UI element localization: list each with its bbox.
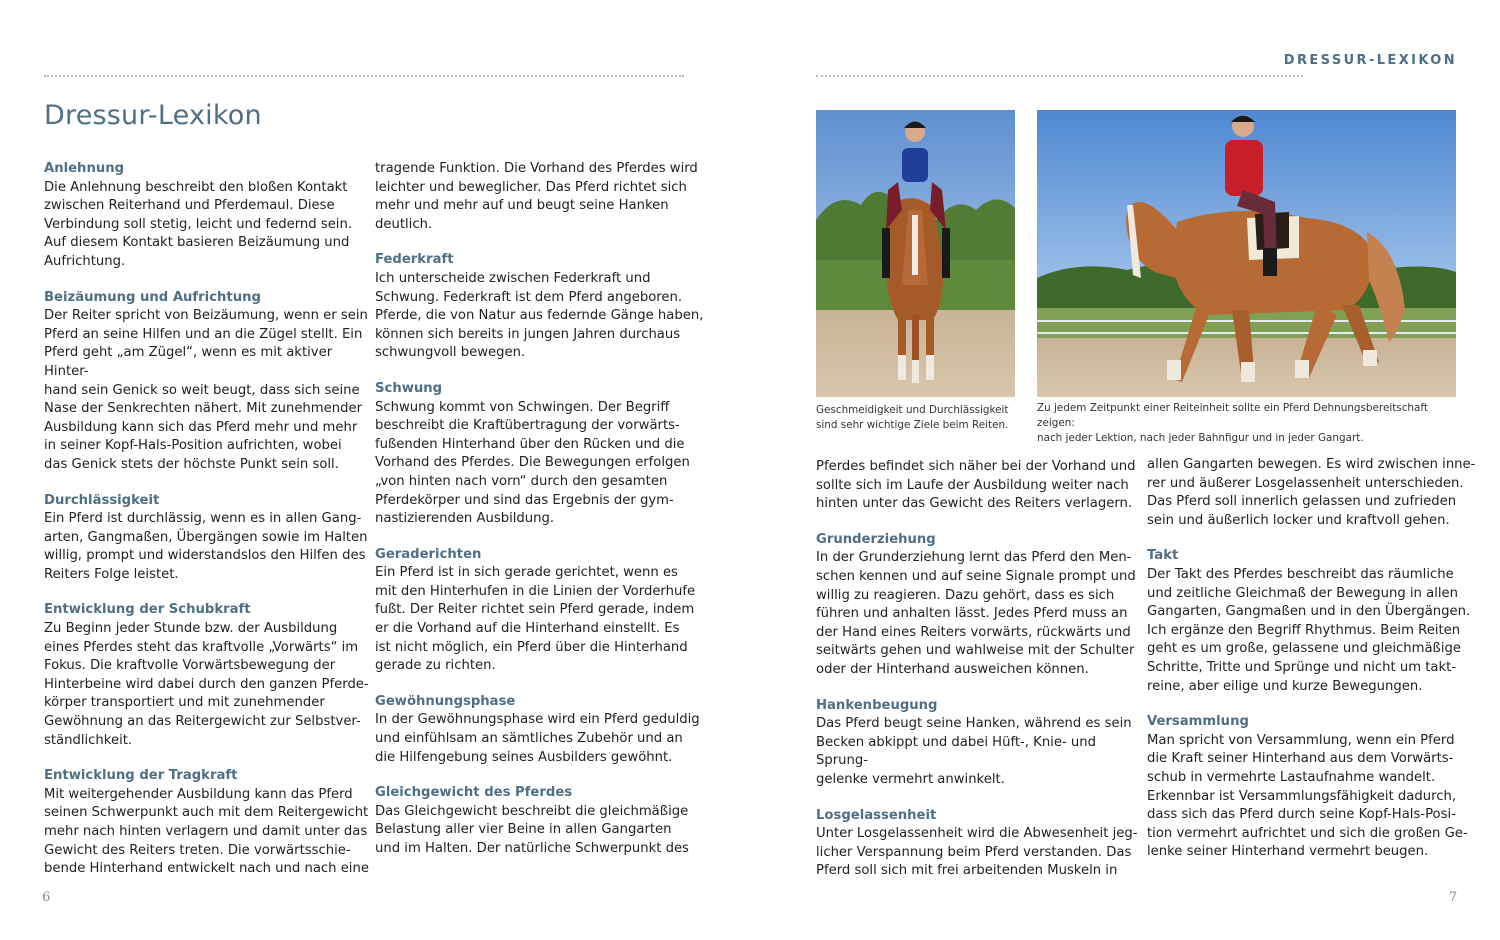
lexicon-text-line: „von hinten nach vorn“ durch den gesamten xyxy=(375,473,668,489)
lexicon-term: Versammlung xyxy=(1147,714,1249,730)
lexicon-text-line: Pferdekörper und sind das Ergebnis der gym- xyxy=(375,492,674,508)
caption-line: Zu jedem Zeitpunkt einer Reiteinheit sollte ein Pferd Dehnungsbereitschaft zeigen: xyxy=(1037,402,1428,429)
caption-line: sind sehr wichtige Ziele beim Reiten. xyxy=(816,419,1009,431)
text-column-1 xyxy=(44,160,374,896)
lexicon-text-line: Erkennbar ist Versammlungsfähigkeit dadurch, xyxy=(1147,788,1457,804)
lexicon-term: Beizäumung und Aufrichtung xyxy=(44,289,261,305)
lexicon-text-line: tion vermehrt aufrichtet und sich die großen Ge- xyxy=(1147,825,1468,841)
text-column-3 xyxy=(816,458,1146,898)
lexicon-text-line: Nase der Senkrechten nähert. Mit zunehmender xyxy=(44,401,363,417)
lexicon-text-line: können sich bereits in jungen Jahren durchaus xyxy=(375,326,681,342)
lexicon-entry xyxy=(44,601,374,750)
lexicon-text-line: und zeitliche Gleichmaß der Bewegung in allen xyxy=(1147,585,1458,601)
lexicon-text-line: In der Grunderziehung lernt das Pferd den Men- xyxy=(816,550,1132,566)
lexicon-text-line: Verbindung soll stetig, leicht und federnd sein. xyxy=(44,216,353,232)
lexicon-text-line: Gewicht des Reiters treten. Die vorwärtsschie- xyxy=(44,842,351,858)
lexicon-text-line: sein und äußerlich locker und kraftvoll gehen. xyxy=(1147,512,1450,528)
lexicon-text-line: Reiters Folge leistet. xyxy=(44,566,179,582)
lexicon-text-line: körper transportiert und mit zunehmender xyxy=(44,695,325,711)
lexicon-text-line: allen Gangarten bewegen. Es wird zwischen inne- xyxy=(1147,457,1476,472)
lexicon-text-line: ständlichkeit. xyxy=(44,732,133,748)
lexicon-text-line: Pferd geht „am Zügel“, wenn es mit aktiver Hinter- xyxy=(44,345,333,379)
lexicon-text-line: hinten unter das Gewicht des Reiters verlagern. xyxy=(816,496,1133,512)
lexicon-text-line: geht es um große, gelassene und gleichmäßige xyxy=(1147,641,1461,657)
lexicon-entry xyxy=(816,531,1146,680)
lexicon-entry xyxy=(44,289,374,475)
lexicon-entry xyxy=(1147,456,1477,530)
lexicon-text-line: mehr nach hinten verlagern und damit unter das xyxy=(44,824,368,839)
lexicon-text-line: rer und äußerer Losgelassenheit unterschieden. xyxy=(1147,475,1464,491)
lexicon-term: Durchlässigkeit xyxy=(44,492,160,508)
lexicon-entry xyxy=(44,492,374,585)
lexicon-text-line: deutlich. xyxy=(375,216,433,232)
lexicon-term: Gewöhnungsphase xyxy=(375,693,516,709)
lexicon-term: Losgelassenheit xyxy=(816,807,937,823)
lexicon-text-line: tragende Funktion. Die Vorhand des Pferdes wird xyxy=(375,161,698,176)
lexicon-text-line: Hinterbeine wird dabei durch den ganzen Pferde- xyxy=(44,676,369,692)
lexicon-text-line: Pferd an seine Hilfen und an die Zügel stellt. Ein xyxy=(44,326,363,342)
photo-rider-side xyxy=(1037,110,1456,397)
lexicon-entry xyxy=(816,458,1146,514)
lexicon-text-line: fußenden Hinterhand über den Rücken und die xyxy=(375,436,685,452)
lexicon-text-line: er die Vorhand auf die Hinterhand einstellt. Es xyxy=(375,621,680,637)
text-column-4 xyxy=(1147,456,1477,879)
lexicon-entry xyxy=(1147,547,1477,696)
lexicon-text-line: zwischen Reiterhand und Pferdemaul. Diese xyxy=(44,198,335,214)
caption-line: Geschmeidigkeit und Durchlässigkeit xyxy=(816,404,1009,416)
lexicon-text-line: licher Verspannung beim Pferd verstanden. Das xyxy=(816,844,1132,860)
lexicon-text-line: Ich unterscheide zwischen Federkraft und xyxy=(375,270,651,286)
lexicon-term: Gleichgewicht des Pferdes xyxy=(375,785,573,801)
lexicon-text-line: arten, Gangmaßen, Übergängen sowie im Halten xyxy=(44,529,368,545)
lexicon-text-line: mit den Hinterhufen in die Linien der Vorderhufe xyxy=(375,583,696,599)
lexicon-text-line: Belastung aller vier Beine in allen Gangarten xyxy=(375,822,672,838)
lexicon-text-line: lenke seiner Hinterhand vermehrt beugen. xyxy=(1147,844,1429,860)
photo-rider-front xyxy=(816,110,1015,397)
left-page-rule xyxy=(44,75,684,77)
lexicon-term: Federkraft xyxy=(375,252,454,268)
lexicon-term: Entwicklung der Tragkraft xyxy=(44,768,238,784)
lexicon-text-line: sollte sich im Laufe der Ausbildung weiter nach xyxy=(816,477,1129,493)
lexicon-text-line: Der Reiter spricht von Beizäumung, wenn er sein xyxy=(44,308,368,324)
lexicon-text-line: willig, prompt und widerstandslos den Hilfen des xyxy=(44,548,366,564)
lexicon-term: Hankenbeugung xyxy=(816,697,938,713)
lexicon-text-line: Vorhand des Pferdes. Die Bewegungen erfolgen xyxy=(375,455,690,471)
lexicon-text-line: der Hand eines Reiters vorwärts, rückwärts und xyxy=(816,624,1131,640)
lexicon-text-line: seitwärts gehen und wahlweise mit der Schulter xyxy=(816,643,1135,659)
lexicon-text-line: Pferd soll sich mit frei arbeitenden Muskeln in xyxy=(816,863,1118,879)
caption-line: nach jeder Lektion, nach jeder Bahnfigur und in jeder Gangart. xyxy=(1037,432,1364,444)
lexicon-text-line: Das Gleichgewicht beschreibt die gleichmäßige xyxy=(375,803,689,819)
lexicon-text-line: führen und anhalten lässt. Jedes Pferd muss an xyxy=(816,606,1128,622)
lexicon-term: Schwung xyxy=(375,380,443,396)
lexicon-term: Grunderziehung xyxy=(816,531,936,547)
lexicon-text-line: Ein Pferd ist durchlässig, wenn es in allen Gang- xyxy=(44,511,362,527)
lexicon-text-line: mehr und mehr auf und beugt seine Hanken xyxy=(375,198,669,214)
lexicon-entry xyxy=(1147,713,1477,862)
lexicon-text-line: Das Pferd soll innerlich gelassen und zufrieden xyxy=(1147,494,1457,510)
lexicon-entry xyxy=(375,546,705,676)
lexicon-entry xyxy=(375,251,705,363)
lexicon-text-line: ist nicht möglich, ein Pferd über die Hinterhand xyxy=(375,639,688,655)
lexicon-text-line: die Hilfengebung seines Ausbilders gewöhnt. xyxy=(375,749,673,765)
lexicon-entry xyxy=(375,784,705,858)
lexicon-text-line: Schwung. Federkraft ist dem Pferd angeboren. xyxy=(375,289,683,305)
lexicon-entry xyxy=(816,697,1146,790)
lexicon-text-line: willig zu reagieren. Dazu gehört, dass es sich xyxy=(816,587,1115,603)
lexicon-text-line: Ich ergänze den Begriff Rhythmus. Beim Reiten xyxy=(1147,622,1461,638)
lexicon-entry xyxy=(44,160,374,272)
lexicon-text-line: Schwung kommt von Schwingen. Der Begriff xyxy=(375,399,670,415)
lexicon-term: Takt xyxy=(1147,548,1179,564)
lexicon-entry xyxy=(375,380,705,529)
lexicon-text-line: Pferdes befindet sich näher bei der Vorhand und xyxy=(816,459,1136,474)
caption-photo-1 xyxy=(816,403,1016,433)
lexicon-text-line: Mit weitergehender Ausbildung kann das Pferd xyxy=(44,786,353,802)
lexicon-term: Geraderichten xyxy=(375,546,482,562)
lexicon-text-line: bende Hinterhand entwickelt nach und nach eine xyxy=(44,861,369,877)
caption-photo-2 xyxy=(1037,401,1467,446)
text-column-2 xyxy=(375,160,705,876)
lexicon-text-line: und einfühlsam an sämtliches Zubehör und an xyxy=(375,731,683,747)
lexicon-text-line: seinen Schwerpunkt auch mit dem Reitergewicht xyxy=(44,805,369,821)
lexicon-text-line: das Genick stets der höchste Punkt sein soll. xyxy=(44,456,339,472)
lexicon-text-line: Auf diesem Kontakt basieren Beizäumung und xyxy=(44,235,350,251)
lexicon-text-line: gerade zu richten. xyxy=(375,658,496,674)
lexicon-text-line: Ein Pferd ist in sich gerade gerichtet, wenn es xyxy=(375,565,678,581)
lexicon-text-line: Aufrichtung. xyxy=(44,253,126,269)
lexicon-text-line: oder der Hinterhand ausweichen können. xyxy=(816,661,1089,677)
lexicon-text-line: beschreibt die Kraftübertragung der vorwärts- xyxy=(375,418,680,434)
page-number-right: 7 xyxy=(1449,890,1458,905)
lexicon-entry xyxy=(816,807,1146,881)
page-title: Dressur-Lexikon xyxy=(44,100,262,131)
lexicon-entry xyxy=(44,767,374,879)
lexicon-text-line: Becken abkippt und dabei Hüft-, Knie- und Sprung- xyxy=(816,734,1096,769)
lexicon-text-line: Schritte, Tritte und Sprünge und nicht um takt- xyxy=(1147,659,1457,675)
lexicon-text-line: gelenke vermehrt anwinkelt. xyxy=(816,771,1005,787)
lexicon-text-line: fußt. Der Reiter richtet sein Pferd gerade, indem xyxy=(375,602,695,618)
lexicon-text-line: leichter und beweglicher. Das Pferd richtet sich xyxy=(375,179,687,195)
lexicon-text-line: Gewöhnung an das Reitergewicht zur Selbstver- xyxy=(44,714,361,730)
right-page-rule xyxy=(816,75,1303,77)
lexicon-text-line: schub in vermehrte Lastaufnahme wandelt. xyxy=(1147,769,1436,785)
lexicon-text-line: und im Halten. Der natürliche Schwerpunkt des xyxy=(375,841,689,856)
lexicon-text-line: dass sich das Pferd durch seine Kopf-Hals-Posi- xyxy=(1147,807,1456,823)
lexicon-text-line: eines Pferdes steht das kraftvolle „Vorwärts“ im xyxy=(44,639,359,655)
lexicon-text-line: Fokus. Die kraftvolle Vorwärtsbewegung der xyxy=(44,658,336,674)
running-head: DRESSUR-LEXIKON xyxy=(1283,53,1457,68)
lexicon-entry xyxy=(375,160,705,234)
lexicon-text-line: schen kennen und auf seine Signale prompt und xyxy=(816,568,1136,584)
lexicon-text-line: Man spricht von Versammlung, wenn ein Pferd xyxy=(1147,732,1455,748)
photo-rider-front-image xyxy=(816,110,1015,397)
lexicon-text-line: Gangarten, Gangmaßen und in den Übergängen. xyxy=(1147,604,1471,620)
photo-rider-side-image xyxy=(1037,110,1456,397)
lexicon-entry xyxy=(375,693,705,767)
lexicon-text-line: Unter Losgelassenheit wird die Abwesenheit jeg- xyxy=(816,826,1138,842)
lexicon-text-line: In der Gewöhnungsphase wird ein Pferd geduldig xyxy=(375,712,700,728)
lexicon-text-line: schwungvoll bewegen. xyxy=(375,345,526,361)
lexicon-text-line: Das Pferd beugt seine Hanken, während es sein xyxy=(816,716,1132,732)
lexicon-text-line: reine, aber eilige und kurze Bewegungen. xyxy=(1147,678,1423,694)
lexicon-text-line: hand sein Genick so weit beugt, dass sich seine xyxy=(44,382,360,398)
lexicon-text-line: Der Takt des Pferdes beschreibt das räumliche xyxy=(1147,566,1454,582)
lexicon-term: Anlehnung xyxy=(44,161,125,176)
page-number-left: 6 xyxy=(42,890,51,905)
lexicon-text-line: Ausbildung kann sich das Pferd mehr und mehr xyxy=(44,419,358,435)
lexicon-text-line: Die Anlehnung beschreibt den bloßen Kontakt xyxy=(44,179,348,195)
lexicon-text-line: nastizierenden Ausbildung. xyxy=(375,511,555,527)
lexicon-text-line: in seiner Kopf-Hals-Position aufrichten, wobei xyxy=(44,438,342,454)
lexicon-text-line: Zu Beginn jeder Stunde bzw. der Ausbildung xyxy=(44,621,338,637)
lexicon-text-line: die Kraft seiner Hinterhand aus dem Vorwärts- xyxy=(1147,751,1454,767)
lexicon-text-line: Pferde, die von Natur aus federnde Gänge haben, xyxy=(375,308,704,324)
lexicon-term: Entwicklung der Schubkraft xyxy=(44,602,251,618)
